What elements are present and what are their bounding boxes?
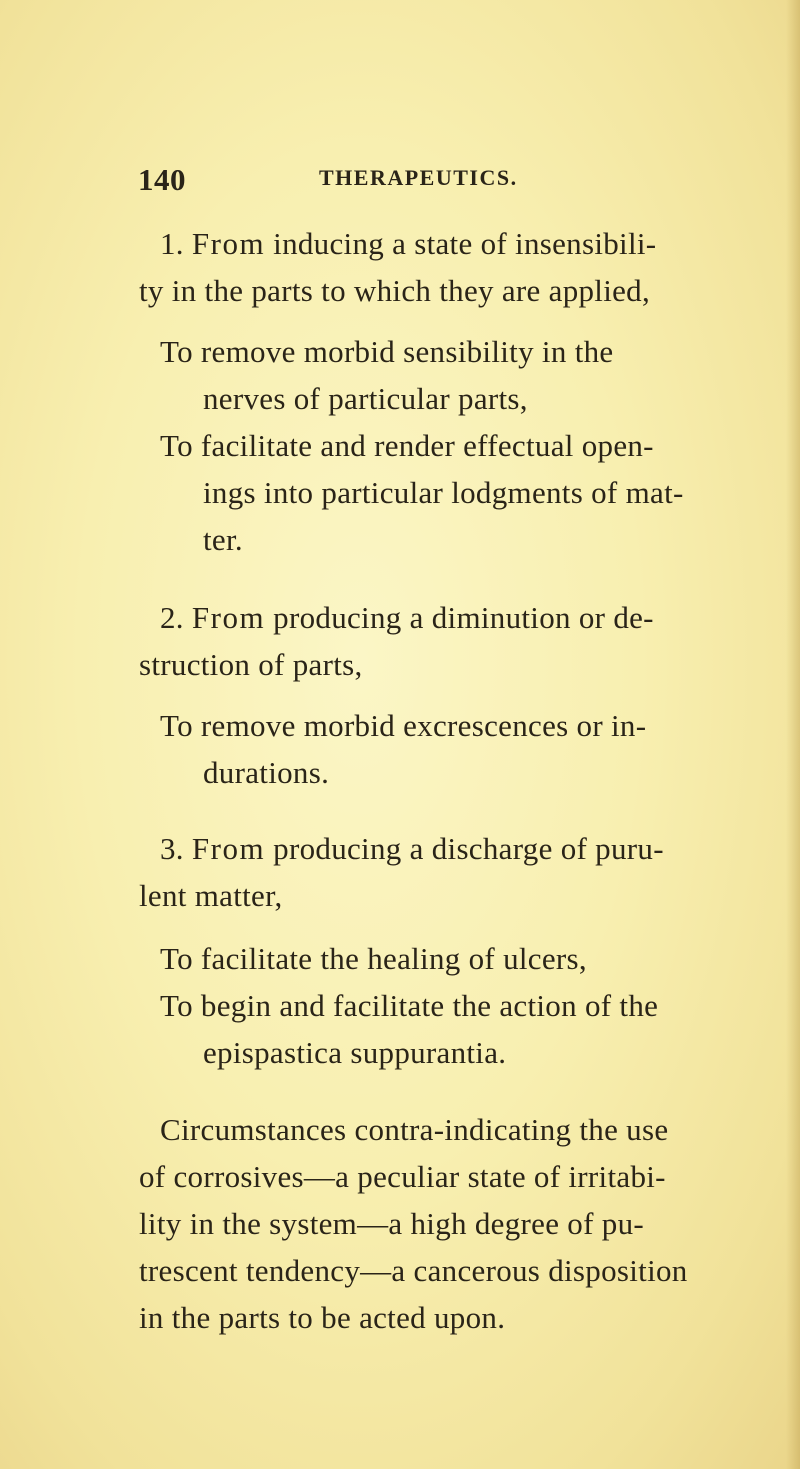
- section-1-number: 1.: [160, 226, 184, 261]
- section-1-heading-line-1: [160, 226, 656, 262]
- section-2-lead-word: From: [191, 600, 266, 635]
- section-1-item-1-line-2: nerves of particular parts,: [203, 381, 528, 416]
- page-edge-shadow: [786, 0, 800, 1469]
- section-2-item-1-line-1: To remove morbid excrescences or in-: [160, 708, 647, 743]
- section-3-item-2-line-1: To begin and facilitate the action of the: [160, 988, 659, 1023]
- section-2-heading-line-2: struction of parts,: [139, 647, 363, 682]
- running-title: THERAPEUTICS.: [319, 165, 518, 190]
- section-1-item-2-line-2: ings into particular lodgments of mat-: [203, 475, 684, 510]
- section-2-heading-line-1: [160, 600, 654, 636]
- section-1-item-1-line-1: To remove morbid sensibility in the: [160, 334, 614, 369]
- section-2-heading-text: producing a diminution or de-: [273, 600, 654, 635]
- running-header: [138, 162, 518, 202]
- section-1-item-2-line-1: To facilitate and render effectual open-: [160, 428, 654, 463]
- section-3-heading-text: producing a discharge of puru-: [273, 831, 664, 866]
- closing-paragraph-line-4: trescent tendency—a cancerous disposition: [139, 1253, 688, 1288]
- page-number: 140: [138, 162, 186, 197]
- closing-paragraph-line-2: of corrosives—a peculiar state of irritabi-: [139, 1159, 666, 1194]
- section-3-item-1-line-1: To facilitate the healing of ulcers,: [160, 941, 587, 976]
- section-3-number: 3.: [160, 831, 184, 866]
- closing-paragraph-line-3: lity in the system—a high degree of pu-: [139, 1206, 645, 1241]
- section-3-lead-word: From: [191, 831, 266, 866]
- section-1-lead-word: From: [191, 226, 266, 261]
- section-1-heading-text: inducing a state of insensibili-: [273, 226, 657, 261]
- closing-paragraph-line-5: in the parts to be acted upon.: [139, 1300, 506, 1335]
- section-2-number: 2.: [160, 600, 184, 635]
- section-2-item-1-line-2: durations.: [203, 755, 330, 790]
- section-1-heading-line-2: ty in the parts to which they are applied,: [139, 273, 651, 308]
- section-3-heading-line-1: [160, 831, 664, 867]
- closing-paragraph-line-1: Circumstances contra-indicating the use: [160, 1112, 669, 1147]
- section-3-item-2-line-2: epispastica suppurantia.: [203, 1035, 507, 1070]
- section-3-heading-line-2: lent matter,: [139, 878, 283, 913]
- section-1-item-2-line-3: ter.: [203, 522, 243, 557]
